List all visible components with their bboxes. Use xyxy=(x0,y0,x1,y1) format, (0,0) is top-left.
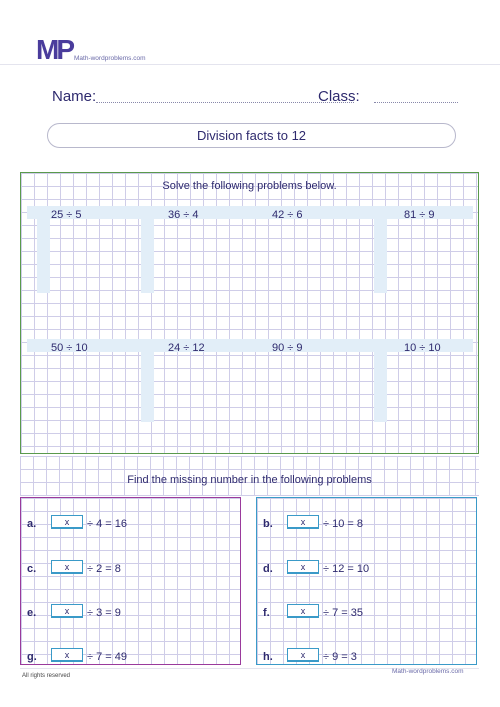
missing-number-row xyxy=(21,648,240,666)
name-write-line[interactable] xyxy=(96,102,354,103)
equation-rest: ÷ 7 = 49 xyxy=(87,651,127,663)
highlight-band-col xyxy=(37,219,50,293)
header-divider xyxy=(0,64,500,65)
highlight-band-col xyxy=(141,219,154,293)
highlight-band-col xyxy=(141,352,154,422)
problem-5: 50 ÷ 10 xyxy=(51,342,88,354)
footer-rights: All rights reserved xyxy=(22,673,71,679)
problem-letter: e. xyxy=(27,607,37,619)
name-label: Name: xyxy=(52,88,97,105)
class-write-line[interactable] xyxy=(374,102,458,103)
footer-site: Math-wordproblems.com xyxy=(392,668,464,675)
problem-7: 90 ÷ 9 xyxy=(272,342,303,354)
division-problems-section xyxy=(20,172,479,454)
problem-1: 25 ÷ 5 xyxy=(51,209,82,221)
problem-letter: f. xyxy=(263,607,270,619)
missing-number-row xyxy=(21,604,240,622)
equation-rest: ÷ 7 = 35 xyxy=(323,607,363,619)
answer-box[interactable]: x xyxy=(287,560,319,574)
missing-number-row xyxy=(21,560,240,578)
problem-8: 10 ÷ 10 xyxy=(404,342,441,354)
answer-box[interactable]: x xyxy=(51,560,83,574)
name-class-row xyxy=(52,88,472,108)
missing-number-row xyxy=(21,515,240,533)
missing-number-box-right xyxy=(256,497,477,665)
equation-rest: ÷ 4 = 16 xyxy=(87,518,127,530)
problem-letter: c. xyxy=(27,563,37,575)
problem-4: 81 ÷ 9 xyxy=(404,209,435,221)
missing-number-row xyxy=(257,560,476,578)
problem-letter: g. xyxy=(27,651,37,663)
problem-3: 42 ÷ 6 xyxy=(272,209,303,221)
problem-6: 24 ÷ 12 xyxy=(168,342,205,354)
answer-box[interactable]: x xyxy=(51,648,83,662)
answer-box[interactable]: x xyxy=(287,604,319,618)
section1-instruction: Solve the following problems below. xyxy=(162,180,337,192)
missing-number-row xyxy=(257,604,476,622)
class-label: Class: xyxy=(318,88,360,105)
equation-rest: ÷ 9 = 3 xyxy=(323,651,357,663)
site-logo xyxy=(36,34,156,68)
equation-rest: ÷ 12 = 10 xyxy=(323,563,370,575)
answer-box[interactable]: x xyxy=(287,648,319,662)
problem-letter: b. xyxy=(263,518,273,530)
problem-letter: h. xyxy=(263,651,273,663)
answer-box[interactable]: x xyxy=(51,515,83,529)
answer-box[interactable]: x xyxy=(51,604,83,618)
logo-mark: MP xyxy=(36,34,72,65)
problem-letter: a. xyxy=(27,518,37,530)
answer-box[interactable]: x xyxy=(287,515,319,529)
missing-number-row xyxy=(257,648,476,666)
highlight-band-col xyxy=(374,352,387,422)
problem-2: 36 ÷ 4 xyxy=(168,209,199,221)
section2-instruction: Find the missing number in the following problems xyxy=(127,474,372,486)
missing-number-box-left xyxy=(20,497,241,665)
problem-letter: d. xyxy=(263,563,273,575)
missing-number-row xyxy=(257,515,476,533)
logo-site-text: Math-wordproblems.com xyxy=(74,55,146,62)
equation-rest: ÷ 3 = 9 xyxy=(87,607,121,619)
worksheet-title: Division facts to 12 xyxy=(47,123,456,148)
highlight-band-col xyxy=(374,219,387,293)
equation-rest: ÷ 10 = 8 xyxy=(323,518,363,530)
equation-rest: ÷ 2 = 8 xyxy=(87,563,121,575)
